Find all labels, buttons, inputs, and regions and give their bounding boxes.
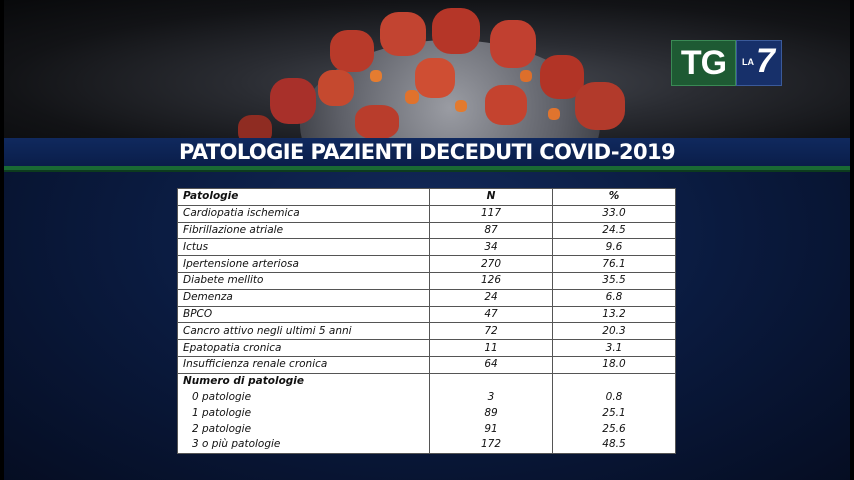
cell-n: 87 — [430, 222, 553, 239]
cell-label: BPCO — [178, 306, 430, 323]
table-row — [178, 256, 676, 273]
cell-percent: 6.8 — [553, 289, 676, 306]
table-row — [178, 323, 676, 340]
cell-percent: 35.5 — [553, 272, 676, 289]
cell-percent: 25.6 — [553, 421, 676, 437]
cell-label: 3 o più patologie — [178, 437, 430, 453]
logo-la: LA — [742, 57, 754, 67]
cell-label: 0 patologie — [178, 390, 430, 406]
logo-seven: 7 — [756, 42, 775, 80]
table-row — [178, 356, 676, 373]
pathology-table — [177, 188, 676, 454]
cell-label: 2 patologie — [178, 421, 430, 437]
cell-n: 47 — [430, 306, 553, 323]
group-empty-n — [430, 373, 553, 389]
cell-percent: 25.1 — [553, 405, 676, 421]
table-row — [178, 306, 676, 323]
letterbox-right — [850, 0, 854, 480]
table-row — [178, 405, 676, 421]
table-row — [178, 239, 676, 256]
cell-n: 34 — [430, 239, 553, 256]
logo-la7 — [736, 40, 782, 86]
logo-tg: TG — [671, 40, 736, 86]
title-band — [0, 138, 854, 166]
cell-label: Ipertensione arteriosa — [178, 256, 430, 273]
table-row — [178, 340, 676, 357]
cell-n: 3 — [430, 390, 553, 406]
cell-percent: 18.0 — [553, 356, 676, 373]
page-title: PATOLOGIE PAZIENTI DECEDUTI COVID-2019 — [179, 140, 675, 164]
cell-n: 24 — [430, 289, 553, 306]
table-row — [178, 272, 676, 289]
cell-percent: 48.5 — [553, 437, 676, 453]
cell-n: 270 — [430, 256, 553, 273]
cell-n: 126 — [430, 272, 553, 289]
group-empty-percent — [553, 373, 676, 389]
table-row — [178, 205, 676, 222]
table-row — [178, 289, 676, 306]
header-patologie: Patologie — [178, 189, 430, 206]
cell-label: Demenza — [178, 289, 430, 306]
cell-percent: 3.1 — [553, 340, 676, 357]
cell-n: 64 — [430, 356, 553, 373]
tg-la7-logo — [671, 40, 782, 86]
cell-n: 117 — [430, 205, 553, 222]
cell-n: 11 — [430, 340, 553, 357]
cell-label: Cardiopatia ischemica — [178, 205, 430, 222]
letterbox-left — [0, 0, 4, 480]
cell-label: 1 patologie — [178, 405, 430, 421]
table-row — [178, 390, 676, 406]
table-row — [178, 437, 676, 453]
cell-n: 172 — [430, 437, 553, 453]
cell-n: 91 — [430, 421, 553, 437]
cell-label: Epatopatia cronica — [178, 340, 430, 357]
cell-label: Cancro attivo negli ultimi 5 anni — [178, 323, 430, 340]
cell-percent: 76.1 — [553, 256, 676, 273]
cell-label: Diabete mellito — [178, 272, 430, 289]
table-row — [178, 421, 676, 437]
cell-percent: 9.6 — [553, 239, 676, 256]
cell-percent: 24.5 — [553, 222, 676, 239]
header-percent: % — [553, 189, 676, 206]
header-n: N — [430, 189, 553, 206]
cell-label: Insufficienza renale cronica — [178, 356, 430, 373]
table-group-header — [178, 373, 676, 389]
cell-label: Ictus — [178, 239, 430, 256]
cell-percent: 0.8 — [553, 390, 676, 406]
cell-percent: 13.2 — [553, 306, 676, 323]
table-header-row — [178, 189, 676, 206]
group-label: Numero di patologie — [178, 373, 430, 389]
cell-percent: 33.0 — [553, 205, 676, 222]
cell-label: Fibrillazione atriale — [178, 222, 430, 239]
table-row — [178, 222, 676, 239]
cell-n: 89 — [430, 405, 553, 421]
cell-percent: 20.3 — [553, 323, 676, 340]
cell-n: 72 — [430, 323, 553, 340]
